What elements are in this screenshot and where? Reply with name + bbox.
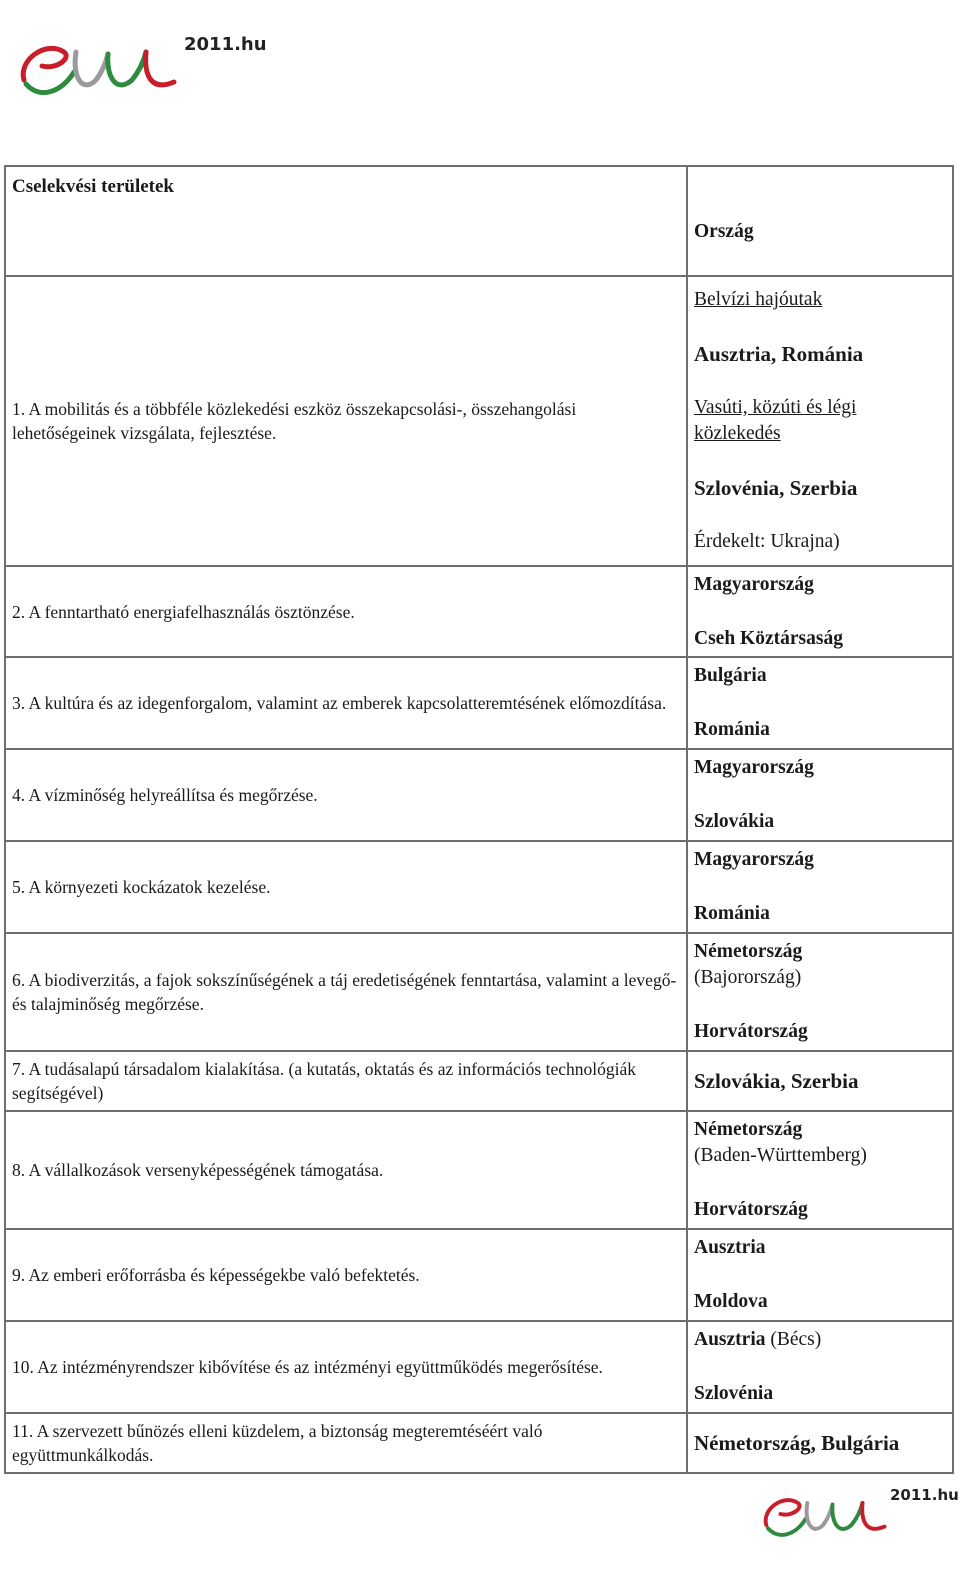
country-cell (687, 1051, 953, 1111)
country-cell (687, 933, 953, 1051)
country-cell (687, 1321, 953, 1413)
action-area-cell: 2. A fenntartható energiafelhasználás ösztönzése. (5, 566, 687, 657)
country-cell (687, 1413, 953, 1473)
action-area-cell: 4. A vízminőség helyreállítsa és megőrzése. (5, 749, 687, 841)
eu2011-logo-bottom (760, 1484, 959, 1544)
country-line: Németország, Bulgária (694, 1431, 900, 1455)
table-row (5, 276, 953, 566)
eu2011-logo-top (16, 30, 267, 102)
table-row (5, 566, 953, 657)
country-line: Ausztria (694, 1237, 766, 1258)
country-line: (Baden-Württemberg) (694, 1145, 867, 1166)
country-cell (687, 1229, 953, 1321)
country-line: Horvátország (694, 1199, 808, 1220)
action-area-cell: 10. Az intézményrendszer kibővítése és az intézményi együttműködés megerősítése. (5, 1321, 687, 1413)
country-line: Szlovákia, Szerbia (694, 1069, 859, 1093)
table-row (5, 657, 953, 749)
table-row (5, 749, 953, 841)
country-cell (687, 1111, 953, 1229)
country-cell (687, 841, 953, 933)
country-line[interactable]: Vasúti, közúti és légi közlekedés (694, 397, 857, 444)
country-line: Szlovákia (694, 811, 775, 832)
country-line: Szlovénia, Szerbia (694, 476, 858, 500)
action-area-cell: 11. A szervezett bűnözés elleni küzdelem, a biztonság megteremtéséért való együttmunkálkodás. (5, 1413, 687, 1473)
country-line: Érdekelt: Ukrajna) (694, 531, 840, 552)
country-cell (687, 657, 953, 749)
action-area-cell: 9. Az emberi erőforrásba és képességekbe való befektetés. (5, 1229, 687, 1321)
table-row (5, 1111, 953, 1229)
eu-script-icon (16, 30, 186, 102)
header-country: Ország (687, 166, 953, 276)
action-area-cell: 3. A kultúra és az idegenforgalom, valamint az emberek kapcsolatteremtésének előmozdítása. (5, 657, 687, 749)
country-line: Magyarország (694, 849, 814, 870)
country-cell (687, 749, 953, 841)
table-row (5, 841, 953, 933)
country-line: Ausztria (694, 1329, 766, 1350)
action-area-cell: 5. A környezeti kockázatok kezelése. (5, 841, 687, 933)
table-row (5, 1413, 953, 1473)
action-area-cell: 8. A vállalkozások versenyképességének támogatása. (5, 1111, 687, 1229)
country-line: Szlovénia (694, 1383, 774, 1404)
logo-domain-text: 2011.hu (890, 1486, 959, 1504)
country-line: Németország (694, 941, 803, 962)
country-line: (Bajorország) (694, 967, 802, 988)
country-line: (Bécs) (770, 1329, 822, 1350)
table-row (5, 1229, 953, 1321)
table-row (5, 1321, 953, 1413)
eu-script-icon (760, 1484, 894, 1544)
table-row (5, 1051, 953, 1111)
logo-domain-text: 2011.hu (184, 34, 267, 55)
country-cell (687, 276, 953, 566)
action-area-cell: 1. A mobilitás és a többféle közlekedési eszköz összekapcsolási-, összehangolási lehetőségeinek vizsgálata, fejlesztése. (5, 276, 687, 566)
action-area-cell: 7. A tudásalapú társadalom kialakítása. (a kutatás, oktatás és az információs technológiák segítségével) (5, 1051, 687, 1111)
country-line: Bulgária (694, 665, 767, 686)
country-line[interactable]: Belvízi hajóutak (694, 289, 823, 310)
country-line: Magyarország (694, 573, 814, 595)
country-line: Románia (694, 719, 770, 740)
country-line: Ausztria, Románia (694, 342, 864, 366)
country-cell (687, 566, 953, 657)
country-line: Moldova (694, 1291, 768, 1312)
table-header-row (5, 166, 953, 276)
country-line: Cseh Köztársaság (694, 627, 843, 649)
action-area-cell: 6. A biodiverzitás, a fajok sokszínűségének a táj eredetiségének fenntartása, valamint a levegő- és talajminőség megőrzése. (5, 933, 687, 1051)
country-line: Magyarország (694, 757, 814, 778)
table-row (5, 933, 953, 1051)
country-line: Románia (694, 903, 770, 924)
action-areas-table (4, 165, 954, 1474)
country-line: Horvátország (694, 1021, 808, 1042)
country-line: Németország (694, 1119, 803, 1140)
header-action-areas: Cselekvési területek (5, 166, 687, 276)
